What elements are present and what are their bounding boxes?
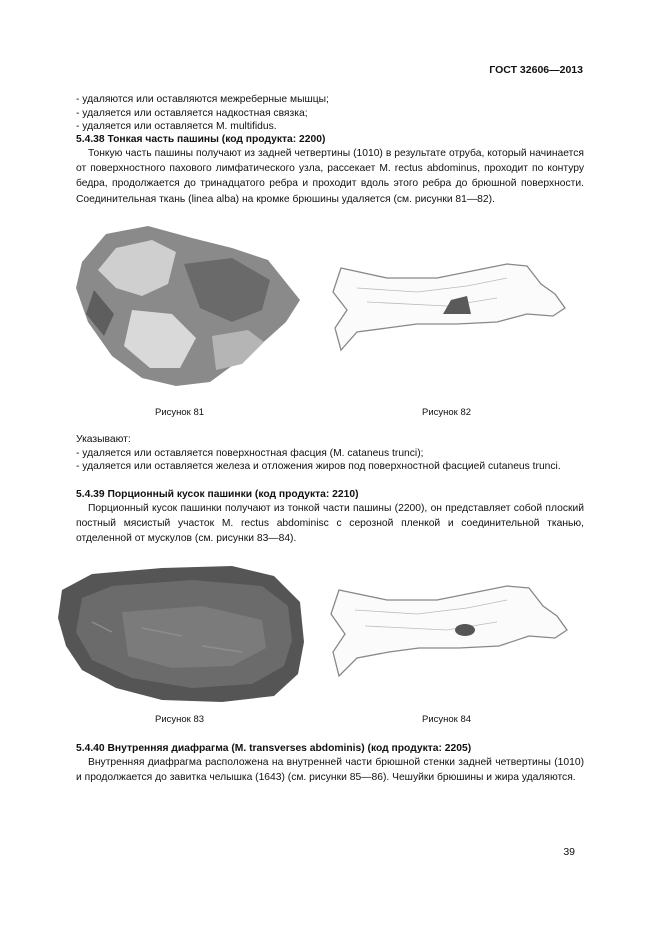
section-5-4-38-heading: 5.4.38 Тонкая часть пашины (код продукта: 2200) [76,134,326,145]
intro-bullet-3: - удаляется или оставляется M. multifidus. [76,121,277,132]
intro-bullet-2: - удаляется или оставляется надкостная связка; [76,108,308,119]
section-5-4-39-text: Порционный кусок пашинки получают из тонкой части пашины (2200), он представляет собой плоский постный мясистый участок M. rectus abdominisc с серозной пленкой и соединительной тканью, отделенной от мускулов (см. рисунки 83—84). [76,503,584,545]
figure-82-caption: Рисунок 82 [422,407,472,418]
figure-83-caption: Рисунок 83 [155,714,205,725]
indicate-item-1: - удаляется или оставляется поверхностная фасция (M. cataneus trunci); [76,448,424,459]
indicate-label: Указывают: [76,434,131,445]
figure-83-image [52,562,310,710]
figure-82-image [327,258,567,358]
document-standard-header: ГОСТ 32606—2013 [489,64,583,76]
figure-84-caption: Рисунок 84 [422,714,472,725]
figure-84-image [325,580,570,684]
section-5-4-40-text: Внутренняя диафрагма расположена на внутренней части брюшной стенки задней четвертины (1010) и продолжается до завитка челышка (1643) (см. рисунки 85—86). Чешуйки брюшины и жира удаляются. [76,757,584,784]
figure-81-image [72,218,304,390]
page-number: 39 [563,846,575,858]
intro-bullet-1: - удаляются или оставляются межреберные мышцы; [76,94,329,105]
figure-81-caption: Рисунок 81 [155,407,205,418]
section-5-4-38-text: Тонкую часть пашины получают из задней четвертины (1010) в результате отруба, который начинается от поверхностного пахового лимфатического узла, рассекает M. rectus abdominus, проходит по контуру бедра, продолжается до тринадцатого ребра и проходит вдоль этого ребра до брюшной поверхности. Соединительная ткань (linea alba) на кромке брюшины удаляется (см. рисунки 81—82). [76,148,584,205]
section-5-4-40-heading: 5.4.40 Внутренняя диафрагма (M. transverses abdominis) (код продукта: 2205) [76,743,472,754]
section-5-4-39-heading: 5.4.39 Порционный кусок пашинки (код продукта: 2210) [76,489,359,500]
indicate-item-2: - удаляется или оставляется железа и отложения жиров под поверхностной фасцией cutaneus trunci. [76,461,561,472]
